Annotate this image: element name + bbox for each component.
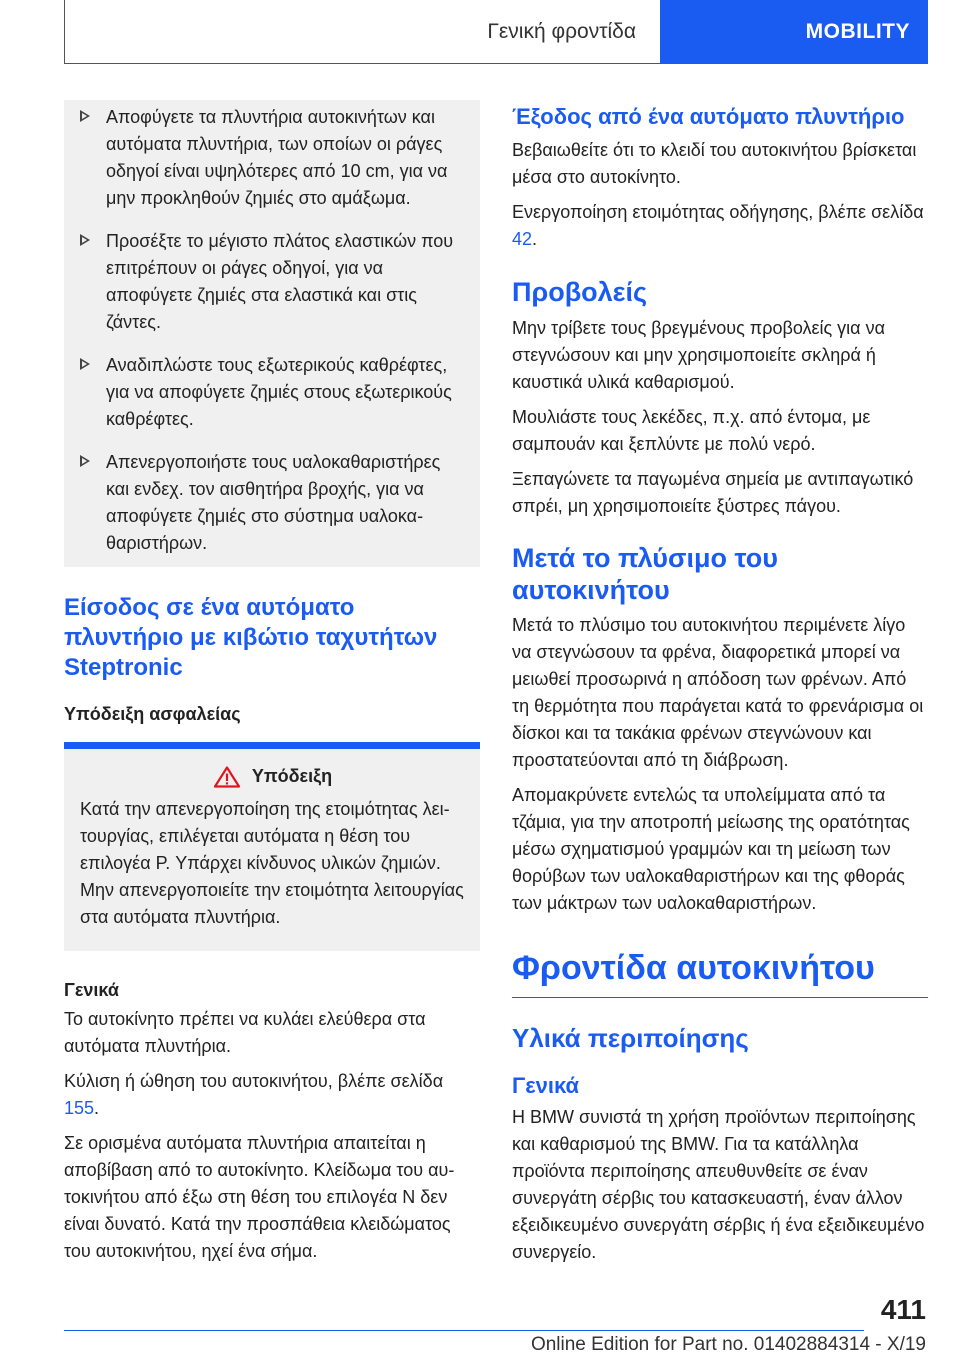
page-link-42[interactable]: 42 — [512, 229, 533, 249]
list-item-text: Αναδιπλώστε τους εξωτερικούς καθρέφτες, για να αποφύγετε ζημιές στους εξωτερικούς καθρέφτες. — [106, 355, 452, 429]
steptronic-heading: Είσοδος σε ένα αυτόματο πλυντήριο με κιβώτιο ταχυτήτων Steptronic — [64, 594, 438, 681]
warning-title: Υπόδειξη — [251, 766, 333, 786]
warning-bar — [64, 742, 480, 749]
warning-triangle-icon — [214, 766, 240, 788]
general-paragraph-2-end: . — [94, 1098, 100, 1118]
headlights-heading: Προβολείς — [512, 277, 648, 307]
headlights-paragraph-3: Ξεπαγώνετε τα παγωμένα σημεία με αντιπαγωτικό σπρέι, μη χρησιμοποιείτε ξύστρες πάγου. — [512, 469, 914, 516]
page-number: 411 — [880, 1294, 926, 1325]
care-heading: Φροντίδα αυτοκινήτου — [512, 949, 875, 987]
bullet-triangle-icon — [80, 449, 106, 557]
list-item-text: Απενεργοποιήστε τους υαλοκαθαριστήρες και ενδεχ. τον αισθητήρα βροχής, για να αποφύγετε ζημιές στο σύστημα υαλοκαθαριστήρων. — [106, 452, 441, 553]
products-heading: Υλικά περιποίησης — [512, 1023, 749, 1053]
edition-note: Online Edition for Part no. 01402884314 - X/19 — [530, 1334, 926, 1355]
footer-rule — [64, 1330, 864, 1331]
list-item — [80, 348, 464, 433]
warning-body — [64, 749, 480, 951]
general-paragraph-1: Το αυτοκίνητο πρέπει να κυλάει ελεύθερα στα αυτόματα πλυντήρια. — [64, 1009, 426, 1056]
page-link-155[interactable]: 155 — [64, 1098, 95, 1118]
header-chapter-tab[interactable]: MOBILITY — [660, 0, 928, 64]
exit-paragraph-1: Βεβαιωθείτε ότι το κλειδί του αυτοκινήτου βρίσκεται μέσα στο αυτοκίνητο. — [512, 140, 917, 187]
exit-paragraph-2-end: . — [532, 229, 538, 249]
bullet-triangle-icon — [80, 228, 106, 336]
general-paragraph-2-text: Κύλιση ή ώθηση του αυτοκινήτου, βλέπε σελίδα — [64, 1071, 444, 1091]
exit-heading: Έξοδος από ένα αυτόματο πλυντήριο — [512, 104, 905, 129]
bullet-list — [64, 100, 480, 567]
header-section-title: Γενική φροντίδα — [487, 20, 636, 43]
after-wash-paragraph-1: Μετά το πλύσιμο του αυτοκινήτου περιμένετε λίγο να στεγνώσουν τα φρένα, διαφορετικά μπορεί να μειωθεί προσωρινά η απόδοση των φρένων. Από τη θερμότητα που παράγεται κατά το φρενάρισμα οι δίσκοι και τα τακάκια φρένων στεγνώνουν και προστατεύονται από τη διάβρωση. — [512, 615, 924, 770]
right-column — [512, 100, 928, 1266]
general-paragraph-3: Σε ορισμένα αυτόματα πλυντήρια απαιτείται η αποβίβαση από το αυτοκίνητο. Κλείδωμα του αυτοκινήτου από έξω στη θέση του επιλογέα N δεν είναι δυνατό. Κατά την προσπάθεια κλειδώματος του αυτοκινήτου, ηχεί ένα σήμα. — [64, 1133, 455, 1261]
headlights-paragraph-2: Μουλιάστε τους λεκέδες, π.χ. από έντομα, με σαμπουάν και ξεπλύντε με πολύ νερό. — [512, 407, 871, 454]
general-label: Γενικά — [64, 980, 119, 1000]
warning-head — [80, 763, 466, 790]
general-paragraph-2 — [64, 1068, 480, 1122]
exit-paragraph-2 — [512, 199, 928, 253]
safety-label: Υπόδειξη ασφαλείας — [64, 704, 241, 724]
list-item — [80, 224, 464, 336]
list-item — [80, 445, 464, 557]
after-wash-paragraph-2: Απομακρύνετε εντελώς τα υπολείμματα από τα τζάμια, για την αποτροπή μείωσης της ορατότητας μέσω σχηματισμού γραμμών και τη μείωση των θορύβων των υαλοκαθαριστήρων και της φθοράς των μάκτρων των υαλοκαθαριστήρων. — [512, 785, 910, 913]
care-general-paragraph: Η BMW συνιστά τη χρήση προϊόντων περιποίησης και καθαρισμού της BMW. Για τα κατάλληλα προϊόντα περιποίησης απευθυνθείτε σε έναν συνεργάτη σέρβις του κατασκευαστή, έναν άλλον εξειδικευμένο συνεργάτη σέρβις ή ένα εξειδικευμένο συνεργείο. — [512, 1107, 925, 1262]
list-item-text: Προσέξτε το μέγιστο πλάτος ελαστικών που επιτρέπουν οι ράγες οδηγοί, για να αποφύγετε ζημιές στα ελαστικά και στις ζάντες. — [106, 231, 454, 332]
care-general-heading: Γενικά — [512, 1073, 580, 1098]
warning-text: Κατά την απενεργοποίηση της ετοιμότητας λειτουργίας, επιλέγεται αυτόματα η θέση του επιλογέα P. Υπάρχει κίνδυνος υλικών ζημιών. Μην απενεργοποιείτε την ετοιμότητα λειτουργίας στα αυτόματα πλυντήρια. — [80, 799, 464, 927]
list-item-text: Αποφύγετε τα πλυντήρια αυτοκινήτων και αυτόματα πλυντήρια, των οποίων οι ράγες οδηγοί είναι υψηλότερες από 10 cm, για να μην προκληθούν ζημιές στο αμάξωμα. — [106, 107, 448, 208]
left-column — [64, 100, 480, 1265]
exit-paragraph-2-text: Ενεργοποίηση ετοιμότητας οδήγησης, βλέπε σελίδα — [512, 202, 924, 222]
care-heading-rule — [512, 997, 928, 998]
list-item — [80, 100, 464, 212]
warning-box — [64, 742, 480, 951]
headlights-paragraph-1: Μην τρίβετε τους βρεγμένους προβολείς για να στεγνώσουν και μην χρησιμοποιείτε σκληρά ή καυστικά υλικά καθαρισμού. — [512, 318, 885, 392]
bullet-triangle-icon — [80, 104, 106, 212]
after-wash-heading: Μετά το πλύσιμο του αυτοκινήτου — [512, 543, 778, 605]
bullet-triangle-icon — [80, 352, 106, 433]
